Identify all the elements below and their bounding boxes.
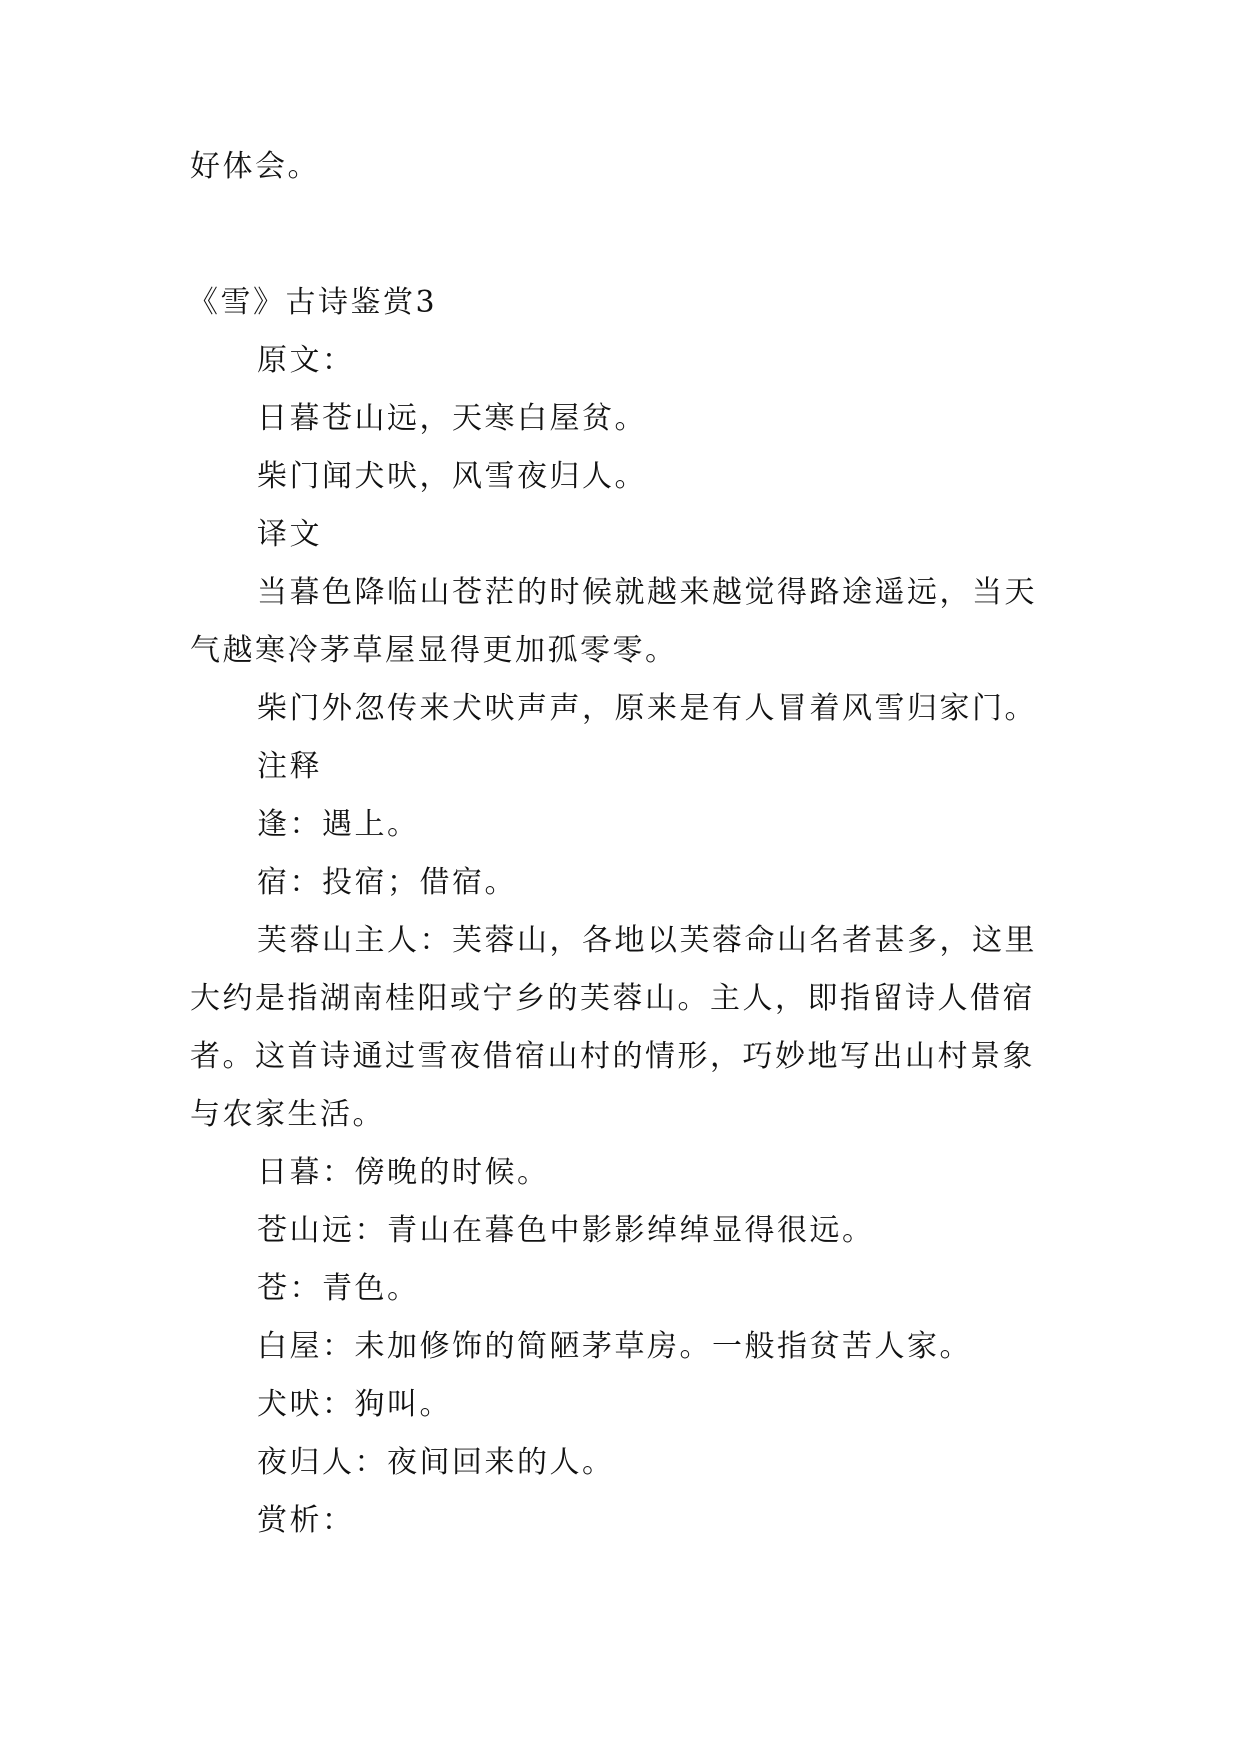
note-cangshanyuan: 苍山远：青山在暮色中影影绰绰显得很远。 bbox=[257, 1213, 875, 1248]
heading-appreciation: 赏析： bbox=[257, 1503, 355, 1538]
translation-paragraph-2: 柴门外忽传来犬吠声声，原来是有人冒着风雪归家门。 bbox=[257, 691, 1037, 726]
heading-notes: 注释 bbox=[257, 749, 322, 784]
note-quanfei: 犬吠：狗叫。 bbox=[257, 1387, 452, 1422]
note-feng: 逢：遇上。 bbox=[257, 807, 420, 842]
text-line-continuation: 好体会。 bbox=[190, 149, 320, 184]
note-baiwu: 白屋：未加修饰的简陋茅草房。一般指贫苦人家。 bbox=[257, 1329, 972, 1364]
note-furongshan-line-2: 大约是指湖南桂阳或宁乡的芙蓉山。主人，即指留诗人借宿 bbox=[190, 981, 1035, 1016]
translation-paragraph-line-1: 当暮色降临山苍茫的时候就越来越觉得路途遥远，当天 bbox=[257, 575, 1037, 610]
poem-line-1: 日暮苍山远，天寒白屋贫。 bbox=[257, 401, 647, 436]
note-yeguiren: 夜归人：夜间回来的人。 bbox=[257, 1445, 615, 1480]
poem-line-2: 柴门闻犬吠，风雪夜归人。 bbox=[257, 459, 647, 494]
note-furongshan-line-4: 与农家生活。 bbox=[190, 1097, 385, 1132]
heading-original-text: 原文： bbox=[257, 343, 355, 378]
note-cang: 苍：青色。 bbox=[257, 1271, 420, 1306]
section-title: 《雪》古诗鉴赏3 bbox=[188, 285, 438, 320]
note-furongshan-line-1: 芙蓉山主人：芙蓉山，各地以芙蓉命山名者甚多，这里 bbox=[257, 923, 1037, 958]
translation-paragraph-line-2: 气越寒冷茅草屋显得更加孤零零。 bbox=[190, 633, 678, 668]
note-rimu: 日暮：傍晚的时候。 bbox=[257, 1155, 550, 1190]
note-furongshan-line-3: 者。这首诗通过雪夜借宿山村的情形，巧妙地写出山村景象 bbox=[190, 1039, 1035, 1074]
note-su: 宿：投宿；借宿。 bbox=[257, 865, 517, 900]
heading-translation: 译文 bbox=[257, 517, 322, 552]
